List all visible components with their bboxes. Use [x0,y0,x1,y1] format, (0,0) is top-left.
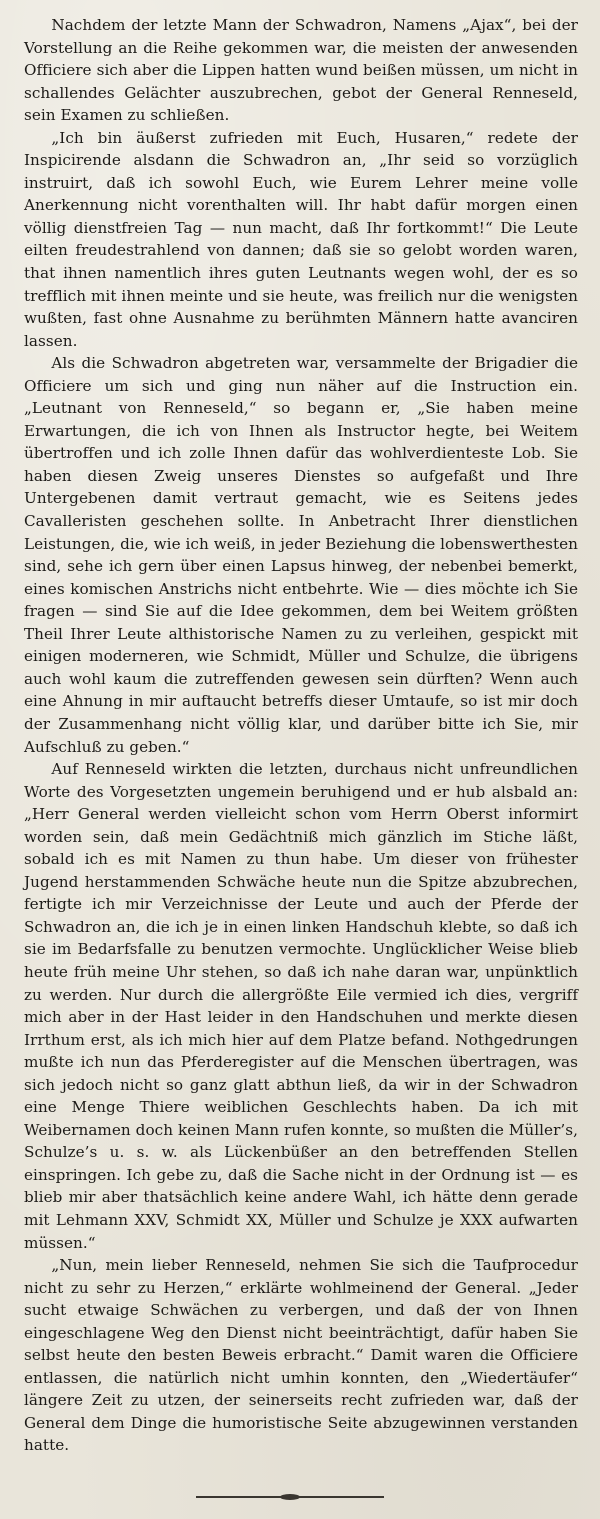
article-paragraph: „Nun, mein lieber Renneseld, nehmen Sie sich die Taufprocedur nicht zu sehr zu Herzen,“ erklärte wohlmeinend der General. „Jeder sucht etwaige Schwächen zu verbergen, und daß der von Ihnen eingeschlagene Weg den Dienst nicht beeinträchtigt, dafür haben Sie selbst heute den besten Beweis erbracht.“ Damit waren die Officiere entlassen, die natürlich nicht umhin konnten, den „Wiedertäufer“ längere Zeit zu utzen, der seinerseits recht zufrieden war, daß der General dem Dinge die humoristische Seite abzugewinnen verstanden hatte. [24,1256,578,1455]
article-paragraph: Als die Schwadron abgetreten war, versammelte der Brigadier die Officiere um sich und ging nun näher auf die Instruction ein. „Leutnant von Renneseld,“ so begann er, „Sie haben meine Erwartungen, die ich von Ihnen als Instructor hegte, bei Weitem übertroffen und ich zolle Ihnen dafür das wohlverdienteste Lob. Sie haben diesen Zweig unseres Dienstes so aufgefaßt und Ihre Untergebenen damit vertraut gemacht, wie es Seitens jedes Cavalleristen geschehen sollte. In Anbetracht Ihrer dienstlichen Leistungen, die, wie ich weiß, in jeder Beziehung die lobenswerthesten sind, sehe ich gern über einen Lapsus hinweg, der nebenbei bemerkt, eines komischen Anstrichs nicht entbehrte. Wie — dies möchte ich Sie fragen — sind Sie auf die Idee gekommen, dem bei Weitem größten Theil Ihrer Leute althistorische Namen zu zu verleihen, gespickt mit einigen moderneren, wie Schmidt, Müller und Schulze, die übrigens auch wohl kaum die zutreffenden gewesen sein dürften? Wenn auch eine Ahnung in mir auftaucht betreffs dieser Umtaufe, so ist mir doch der Zusammenhang nicht völlig klar, und darüber bitte ich Sie, mir Aufschluß zu geben.“ [24,354,578,756]
article-paragraph: „Ich bin äußerst zufrieden mit Euch, Husaren,“ redete der Inspicirende alsdann die Schwadron an, „Ihr seid so vorzüglich instruirt, daß ich sowohl Euch, wie Eurem Lehrer meine volle Anerkennung nicht vorenthalten will. Ihr habt dafür morgen einen völlig dienstfreien Tag — nun macht, daß Ihr fortkommt!“ Die Leute eilten freudestrahlend von dannen; daß sie so gelobt worden waren, that ihnen namentlich ihres guten Leutnants wegen wohl, der es so trefflich mit ihnen meinte und sie heute, was freilich nur die wenigsten wußten, fast ohne Ausnahme zu berühmten Männern hatte avanciren lassen. [24,128,578,350]
article-column [24,14,578,1457]
end-separator-rule [196,1496,384,1498]
article-paragraph: Auf Renneseld wirkten die letzten, durchaus nicht unfreundlichen Worte des Vorgesetzten ungemein beruhigend und er hub alsbald an: „Herr General werden vielleicht schon vom Herrn Oberst informirt worden sein, daß mein Gedächtniß mich gänzlich im Stiche läßt, sobald ich es mit Namen zu thun habe. Um dieser von frühester Jugend herstammenden Schwäche heute nun die Spitze abzubrechen, fertigte ich mir Verzeichnisse der Leute und auch der Pferde der Schwadron an, die ich je in einen linken Handschuh klebte, so daß ich sie im Bedarfsfalle zu benutzen vermochte. Unglücklicher Weise blieb heute früh meine Uhr stehen, so daß ich nahe daran war, unpünktlich zu werden. Nur durch die allergrößte Eile vermied ich dies, vergriff mich aber in der Hast leider in den Handschuhen und merkte diesen Irrthum erst, als ich mich hier auf dem Platze befand. Nothgedrungen mußte ich nun das Pferderegister auf die Menschen übertragen, was sich jedoch nicht so ganz glatt abthun ließ, da wir in der Schwadron eine Menge Thiere weiblichen Geschlechts haben. Da ich mit Weibernamen doch keinen Mann rufen konnte, so mußten die Müller’s, Schulze’s u. s. w. als Lückenbüßer an den betreffenden Stellen einspringen. Ich gebe zu, daß die Sache nicht in der Ordnung ist — es blieb mir aber thatsächlich keine andere Wahl, ich hätte denn gerade mit Lehmann XXV, Schmidt XX, Müller und Schulze je XXX aufwarten müssen.“ [24,760,578,1252]
article-paragraph: Nachdem der letzte Mann der Schwadron, Namens „Ajax“, bei der Vorstellung an die Reihe gekommen war, die meisten der anwesenden Officiere sich aber die Lippen hatten wund beißen müssen, um nicht in schallendes Gelächter auszubrechen, gebot der General Renneseld, sein Examen zu schließen. [24,16,578,125]
